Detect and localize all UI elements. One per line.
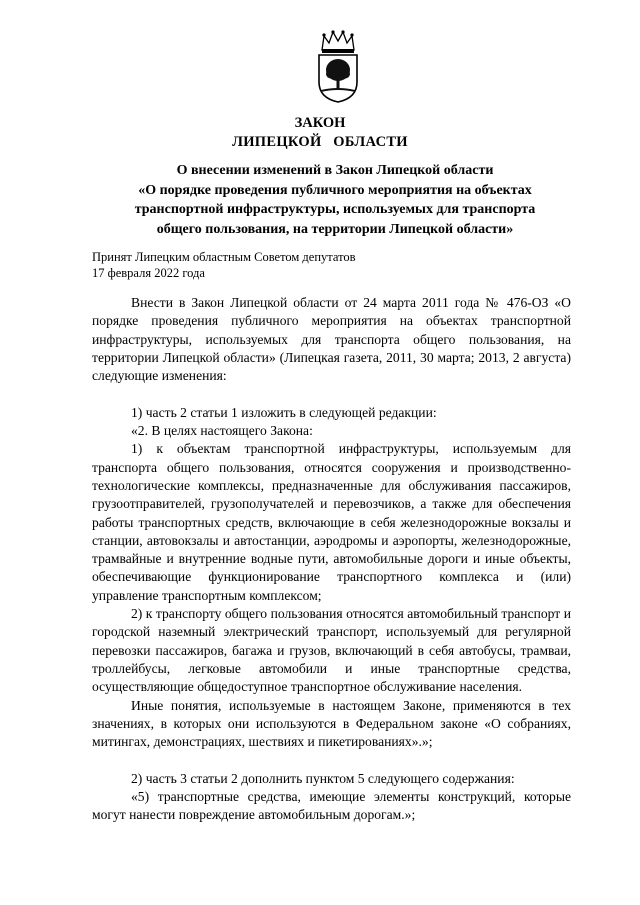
- paragraph-definition-2: 2) к транспорту общего пользования относятся автомобильный транспорт и городской наземный электрический транспорт, используемый для регулярной перевозки пассажиров, багажа и грузов, включающий в себя автобусы, трамваи, троллейбусы, легковые автомобили и иные транспортные средства, осуществляющие общедоступное транспортное обслуживание населения.: [92, 606, 571, 695]
- paragraph-other-terms: Иные понятия, используемые в настоящем Законе, применяются в тех значениях, в которых они используются в Федеральном законе «О собраниях, митингах, демонстрациях, шествиях и пикетированиях».»;: [92, 697, 571, 750]
- subtitle-line: О внесении изменений в Закон Липецкой области: [176, 163, 494, 178]
- adoption-date: 17 февраля 2022 года: [92, 265, 205, 280]
- law-title: ЗАКОН: [294, 115, 346, 131]
- subtitle-line: «О порядке проведения публичного мероприятия на объектах: [138, 182, 532, 198]
- paragraph-intro: Внести в Закон Липецкой области от 24 марта 2011 года № 476-ОЗ «О порядке проведения публичного мероприятия на объектах транспортной инфраструктуры, используемых для транспорта общего пользования, на территории Липецкой области» (Липецкая газета, 2011, 30 марта; 2013, 2 августа) следующие изменения:: [92, 295, 571, 384]
- adoption-body: Принят Липецким областным Советом депутатов: [92, 250, 356, 264]
- paragraph-item-2: 2) часть 3 статьи 2 дополнить пунктом 5 следующего содержания:: [131, 770, 515, 786]
- coat-of-arms-icon: [315, 30, 361, 104]
- adoption-note: [92, 250, 356, 281]
- law-subtitle: [95, 161, 575, 239]
- paragraph-item-1: 1) часть 2 статьи 1 изложить в следующей редакции:: [131, 404, 437, 420]
- subtitle-line: транспортной инфраструктуры, используемых для транспорта: [134, 202, 536, 217]
- paragraph-definition-1: 1) к объектам транспортной инфраструктуры, используемым для транспорта общего пользования, относятся сооружения и производственно-технологические комплексы, предназначенные для обслуживания пассажиров, грузоотправителей, грузополучателей и перевозчиков, а также для обеспечения работы транспортных средств, включающие в себя железнодорожные вокзалы и станции, автовокзалы и автостанции, аэродромы и аэропорты, железнодорожные, трамвайные и внутренние водные пути, автомобильные дороги и иные объекты, обеспечивающие функционирование транспортного комплекса и (или) управление транспортным комплексом;: [92, 441, 571, 603]
- paragraph-point-5: «5) транспортные средства, имеющие элементы конструкций, которые могут нанести повреждение автомобильным дорогам.»;: [92, 789, 571, 823]
- subtitle-line: общего пользования, на территории Липецкой области»: [156, 221, 514, 237]
- law-body: [92, 294, 571, 825]
- region-title: ЛИПЕЦКОЙ ОБЛАСТИ: [232, 134, 408, 150]
- paragraph-quote-start: «2. В целях настоящего Закона:: [131, 423, 313, 439]
